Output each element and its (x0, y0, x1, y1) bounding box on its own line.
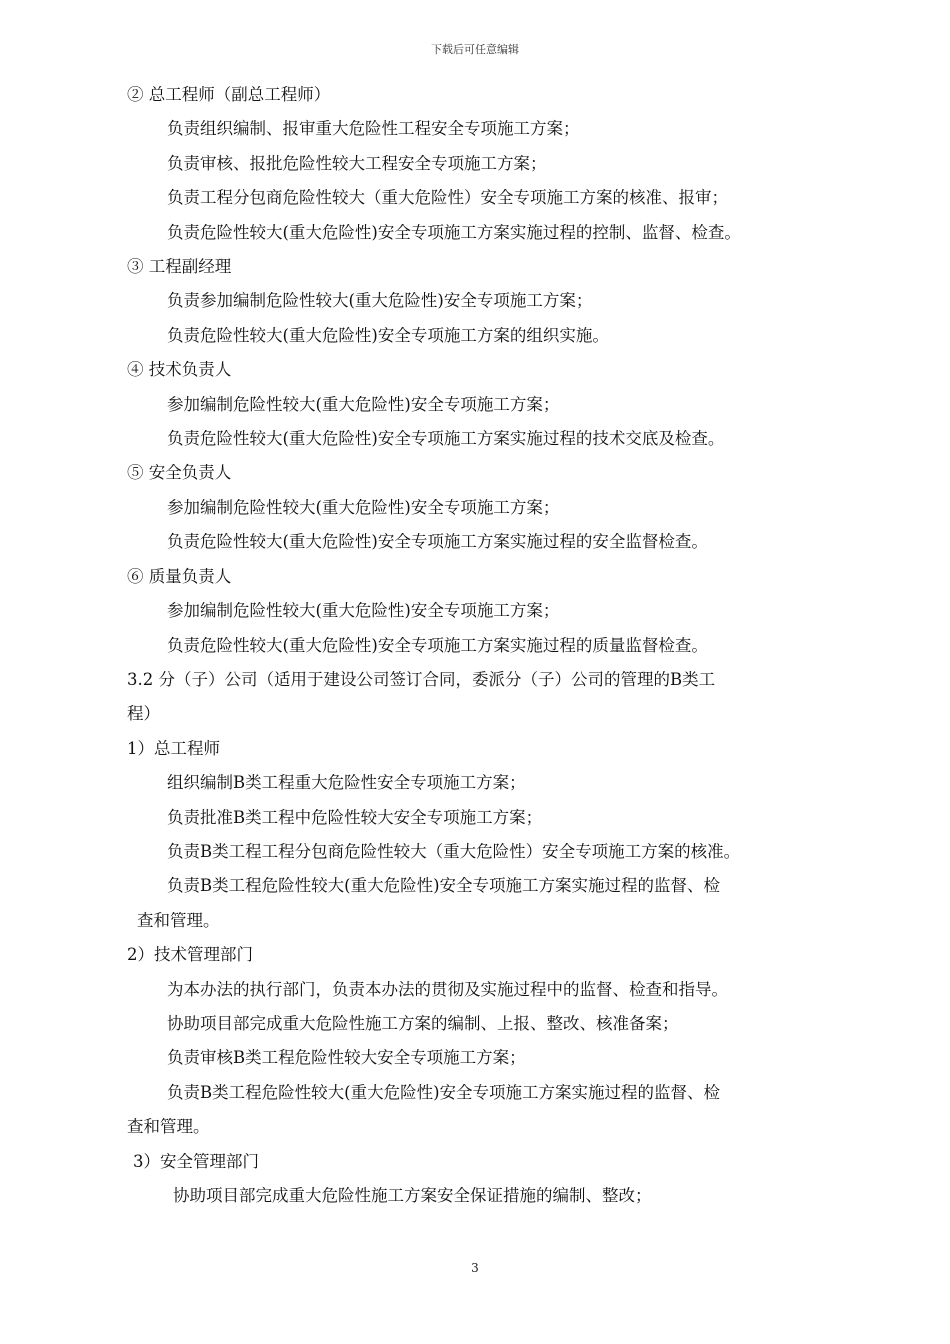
paragraph-line-cont: 查和管理。 (127, 1117, 210, 1137)
document-body (127, 78, 827, 1213)
heading-safety-lead: ⑤ 安全负责人 (127, 463, 232, 483)
paragraph-line: 参加编制危险性较大(重大危险性)安全专项施工方案； (167, 601, 560, 621)
paragraph-line: 为本办法的执行部门，负责本办法的贯彻及实施过程中的监督、检查和指导。 (167, 979, 728, 999)
paragraph-line: 负责危险性较大(重大危险性)安全专项施工方案实施过程的安全监督检查。 (167, 532, 708, 552)
paragraph-line: 负责审核、报批危险性较大工程安全专项施工方案； (167, 153, 547, 173)
page-number: 3 (471, 1261, 479, 1275)
section-heading-3-2: 3.2 分（子）公司（适用于建设公司签订合同，委派分（子）公司的管理的B类工 (127, 669, 716, 689)
heading-tech-dept: 2）技术管理部门 (127, 945, 253, 965)
paragraph-line: 负责B类工程危险性较大(重大危险性)安全专项施工方案实施过程的监督、检 (167, 876, 720, 896)
paragraph-line: 参加编制危险性较大(重大危险性)安全专项施工方案； (167, 497, 560, 517)
paragraph-line: 负责危险性较大(重大危险性)安全专项施工方案的组织实施。 (167, 325, 609, 345)
paragraph-line-cont: 查和管理。 (137, 910, 220, 930)
paragraph-line: 负责组织编制、报审重大危险性工程安全专项施工方案； (167, 119, 580, 139)
paragraph-line: 负责危险性较大(重大危险性)安全专项施工方案实施过程的技术交底及检查。 (167, 429, 725, 449)
heading-technical-lead: ④ 技术负责人 (127, 360, 232, 380)
paragraph-line: 负责危险性较大(重大危险性)安全专项施工方案实施过程的控制、监督、检查。 (167, 222, 741, 242)
paragraph-line: 负责审核B类工程危险性较大安全专项施工方案； (167, 1048, 526, 1068)
paragraph-line: 组织编制B类工程重大危险性安全专项施工方案； (167, 773, 526, 793)
heading-safety-dept: 3）安全管理部门 (133, 1151, 259, 1171)
paragraph-line: 协助项目部完成重大危险性施工方案的编制、上报、整改、核准备案； (167, 1013, 679, 1033)
paragraph-line: 负责批准B类工程中危险性较大安全专项施工方案； (167, 807, 543, 827)
heading-chief-engineer: ② 总工程师（副总工程师） (127, 85, 331, 104)
section-heading-3-2-cont: 程） (127, 704, 160, 724)
paragraph-line: 协助项目部完成重大危险性施工方案安全保证措施的编制、整改； (173, 1186, 652, 1205)
paragraph-line: 负责B类工程危险性较大(重大危险性)安全专项施工方案实施过程的监督、检 (167, 1082, 720, 1102)
heading-deputy-manager: ③ 工程副经理 (127, 257, 232, 277)
heading-branch-chief-engineer: 1）总工程师 (127, 738, 220, 758)
page-header: 下载后可任意编辑 (431, 43, 519, 56)
paragraph-line: 负责参加编制危险性较大(重大危险性)安全专项施工方案； (167, 291, 593, 311)
paragraph-line: 负责危险性较大(重大危险性)安全专项施工方案实施过程的质量监督检查。 (167, 635, 708, 655)
paragraph-line: 负责工程分包商危险性较大（重大危险性）安全专项施工方案的核准、报审； (167, 188, 728, 208)
paragraph-line: 参加编制危险性较大(重大危险性)安全专项施工方案； (167, 394, 560, 414)
heading-quality-lead: ⑥ 质量负责人 (127, 566, 232, 586)
paragraph-line: 负责B类工程工程分包商危险性较大（重大危险性）安全专项施工方案的核准。 (167, 841, 741, 861)
